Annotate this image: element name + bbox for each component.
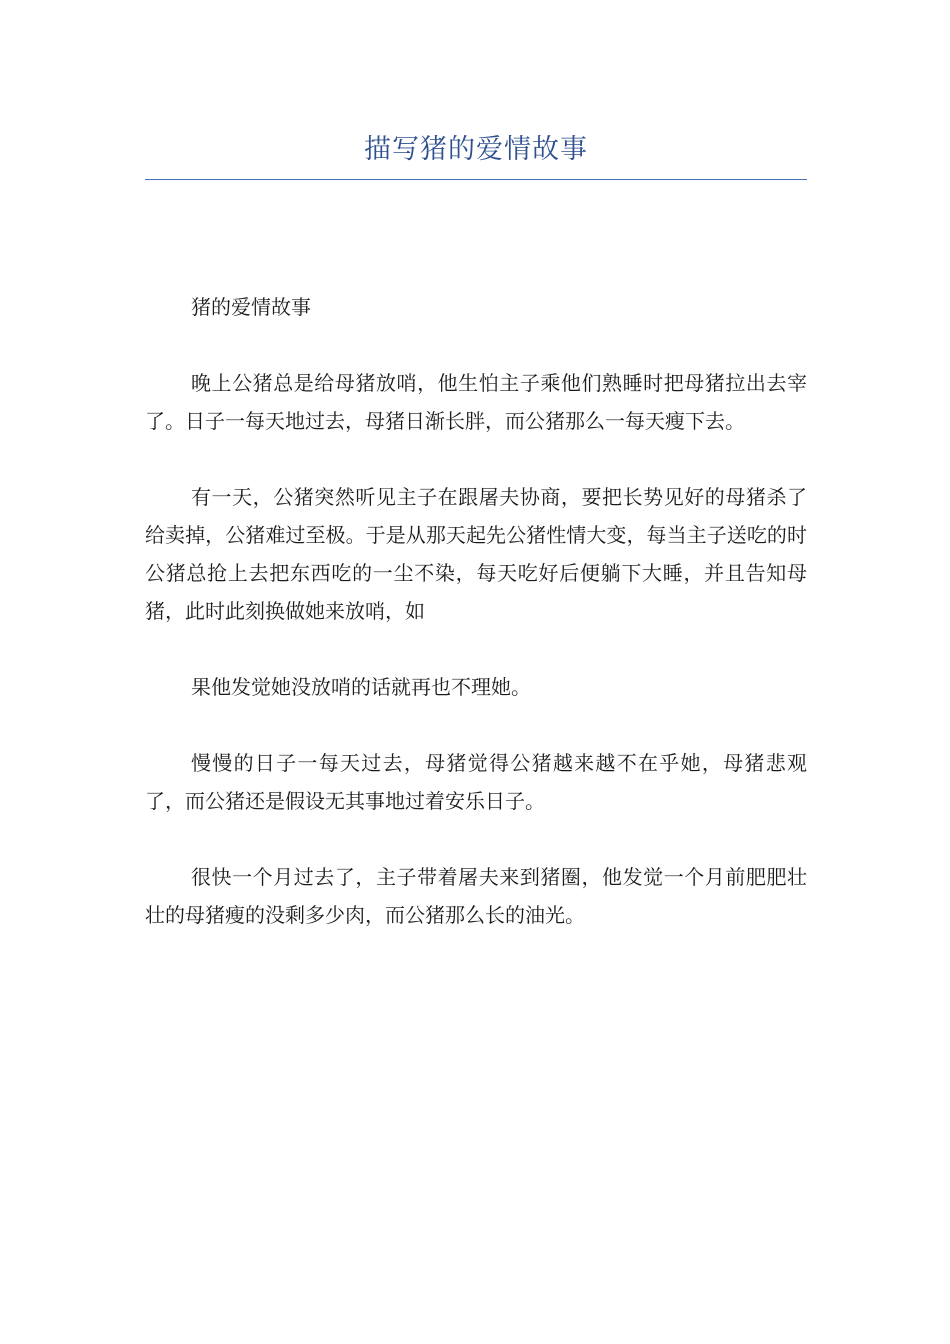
paragraph: 果他发觉她没放哨的话就再也不理她。 bbox=[191, 675, 531, 699]
paragraph-heading: 猪的爱情故事 bbox=[191, 295, 311, 319]
document-body bbox=[145, 288, 807, 934]
paragraph: 有一天，公猪突然听见主子在跟屠夫协商，要把长势见好的母猪杀了给卖掉，公猪难过至极。于是从那天起先公猪性情大变，每当主子送吃的时公猪总抢上去把东西吃的一尘不染，每天吃好后便躺下大睡，并且告知母猪，此时此刻换做她来放哨，如 bbox=[145, 485, 807, 623]
paragraph: 慢慢的日子一每天过去，母猪觉得公猪越来越不在乎她，母猪悲观了，而公猪还是假设无其事地过着安乐日子。 bbox=[145, 751, 807, 813]
title-divider bbox=[145, 179, 807, 180]
paragraph: 晚上公猪总是给母猪放哨，他生怕主子乘他们熟睡时把母猪拉出去宰了。日子一每天地过去，母猪日渐长胖，而公猪那么一每天瘦下去。 bbox=[145, 371, 807, 433]
paragraph: 很快一个月过去了，主子带着屠夫来到猪圈，他发觉一个月前肥肥壮壮的母猪瘦的没剩多少肉，而公猪那么长的油光。 bbox=[145, 865, 807, 927]
document-title: 描写猪的爱情故事 bbox=[364, 134, 588, 165]
